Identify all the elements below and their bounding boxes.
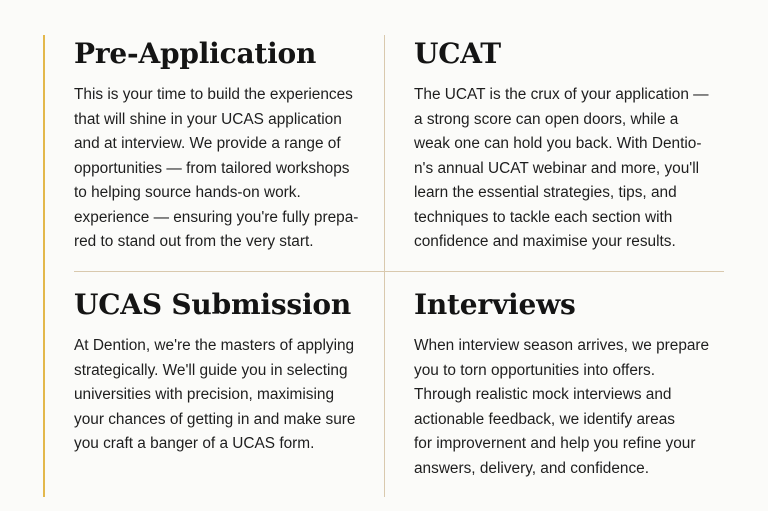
vertical-divider <box>384 35 385 497</box>
body-line: n's annual UCAT webinar and more, you'll <box>414 159 700 177</box>
body-line: a strong score can open doors, while a <box>414 110 679 128</box>
section-title: UCAT <box>414 37 501 70</box>
section-body <box>414 334 734 481</box>
body-line: techniques to tackle each section with <box>414 208 673 226</box>
body-line: experience — ensuring you're fully prepa- <box>74 208 359 226</box>
section-body <box>74 83 374 255</box>
body-line: strategically. We'll guide you in selecting <box>74 361 348 379</box>
section-body <box>414 83 734 255</box>
body-line: At Dention, we're the masters of applying <box>74 337 355 354</box>
body-line: you to torn opportunities into offers. <box>414 361 655 379</box>
body-line: When interview season arrives, we prepare <box>414 337 710 354</box>
body-line: for improvernent and help you refine your <box>414 435 696 452</box>
section-ucas-submission <box>74 287 374 457</box>
section-interviews <box>414 287 734 481</box>
body-line: weak one can hold you back. With Dentio- <box>414 135 702 152</box>
body-line: learn the essential strategies, tips, and <box>414 184 677 201</box>
body-line: to helping source hands-on work. <box>74 184 301 201</box>
body-line: Through realistic mock interviews and <box>414 386 672 403</box>
horizontal-divider <box>74 271 724 272</box>
body-line: actionable feedback, we identify areas <box>414 410 675 428</box>
body-line: confidence and maximise your results. <box>414 233 676 250</box>
section-title: Interviews <box>414 288 576 321</box>
body-line: you craft a banger of a UCAS form. <box>74 435 315 452</box>
body-line: universities with precision, maximising <box>74 386 335 403</box>
body-line: your chances of getting in and make sure <box>74 410 356 428</box>
body-line: that will shine in your UCAS application <box>74 110 342 128</box>
section-body <box>74 334 374 457</box>
section-title: UCAS Submission <box>74 288 352 321</box>
section-pre-application <box>74 36 374 255</box>
accent-bar <box>43 35 45 497</box>
body-line: and at interview. We provide a range of <box>74 135 341 152</box>
section-ucat <box>414 36 734 255</box>
section-title: Pre-Application <box>74 37 317 70</box>
body-line: answers, delivery, and confidence. <box>414 459 649 477</box>
body-line: This is your time to build the experiences <box>74 86 353 103</box>
body-line: opportunities — from tailored workshops <box>74 159 350 177</box>
body-line: The UCAT is the crux of your application — <box>414 86 709 103</box>
body-line: red to stand out from the very start. <box>74 233 314 250</box>
